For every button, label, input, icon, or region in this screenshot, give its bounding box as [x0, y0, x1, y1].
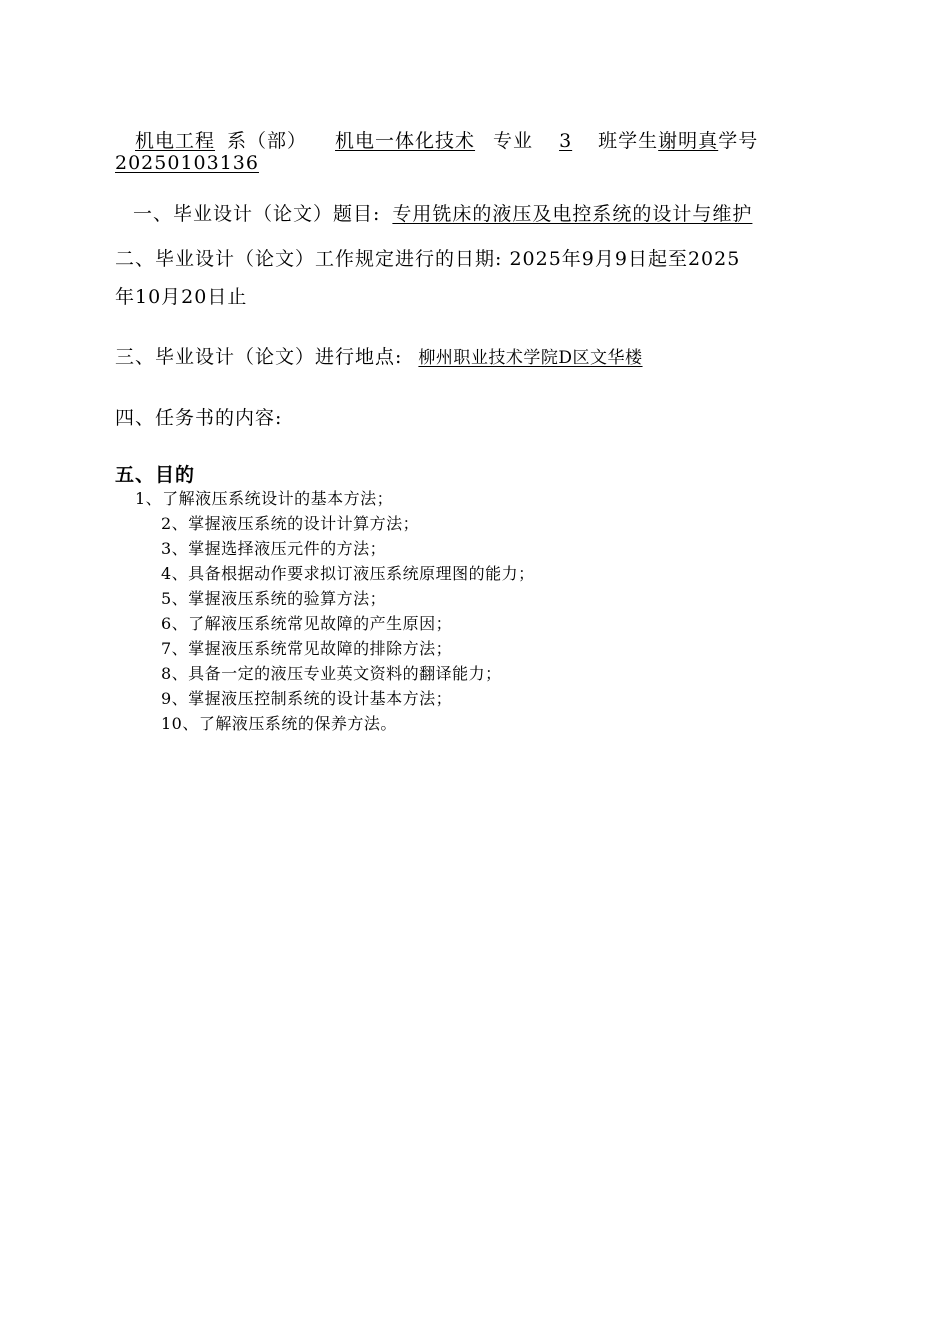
- list-item: 6、了解液压系统常见故障的产生原因；: [161, 614, 453, 633]
- list-item: 10、了解液压系统的保养方法。: [161, 714, 397, 733]
- work-location-label: 三、毕业设计（论文）进行地点:: [115, 346, 403, 368]
- major-suffix: 专业: [493, 130, 534, 152]
- work-date-line-1: 二、毕业设计（论文）工作规定进行的日期: 2025年9月9日起至2025: [115, 248, 741, 270]
- class-field: 3: [559, 130, 573, 152]
- work-location-value: 柳州职业技术学院D区文华楼: [418, 348, 643, 368]
- work-date-line-2: 年10月20日止: [115, 286, 248, 308]
- student-no-line: [115, 152, 269, 174]
- student-no-label: 学号: [718, 130, 759, 152]
- department-suffix: 系（部）: [227, 130, 308, 152]
- thesis-title-line: [133, 199, 758, 226]
- thesis-title-label: 一、毕业设计（论文）题目:: [133, 203, 381, 225]
- thesis-title-value: 专用铣床的液压及电控系统的设计与维护: [392, 203, 753, 225]
- list-item: 2、掌握液压系统的设计计算方法；: [161, 514, 420, 533]
- list-item: 9、掌握液压控制系统的设计基本方法；: [161, 689, 453, 708]
- list-item: 8、具备一定的液压专业英文资料的翻译能力；: [161, 664, 502, 683]
- work-location-line: [115, 342, 643, 369]
- class-suffix: 班学生: [598, 130, 659, 152]
- list-item: 5、掌握液压系统的验算方法；: [161, 589, 387, 608]
- list-item: 7、掌握液压系统常见故障的排除方法；: [161, 639, 453, 658]
- major-field: 机电一体化技术: [335, 130, 476, 152]
- student-name-field: 谢明真: [658, 130, 719, 152]
- department-field: 机电工程: [135, 130, 216, 152]
- student-no-field: 20250103136: [115, 152, 259, 174]
- objectives-heading: 五、目的: [115, 464, 196, 486]
- task-content-heading: 四、任务书的内容:: [115, 407, 283, 429]
- student-info-line: [115, 126, 764, 153]
- list-item: 3、掌握选择液压元件的方法；: [161, 539, 387, 558]
- list-item: 1、了解液压系统设计的基本方法；: [135, 489, 394, 508]
- list-item: 4、具备根据动作要求拟订液压系统原理图的能力；: [161, 564, 535, 583]
